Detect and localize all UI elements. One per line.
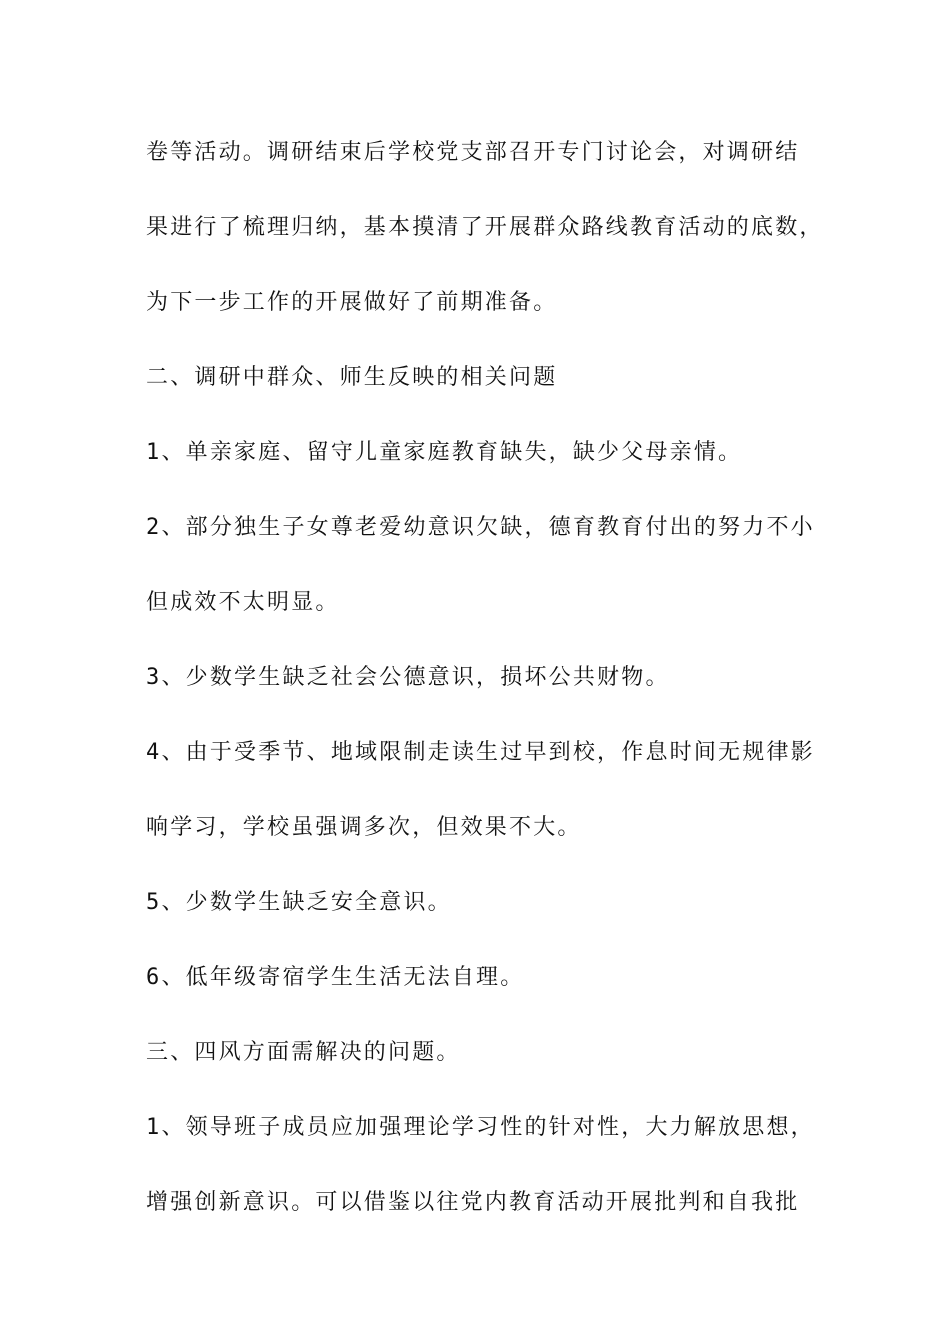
text-line-10: 响学习，学校虽强调多次，但效果不大。 bbox=[146, 815, 582, 840]
text-line-14: 1、领导班子成员应加强理论学习性的针对性，大力解放思想， bbox=[146, 1115, 815, 1140]
text-line-6: 2、部分独生子女尊老爱幼意识欠缺，德育教育付出的努力不小 bbox=[146, 515, 815, 540]
section-heading-2: 二、调研中群众、师生反映的相关问题 bbox=[146, 365, 558, 390]
text-line-7: 但成效不太明显。 bbox=[146, 590, 340, 615]
text-line-9: 4、由于受季节、地域限制走读生过早到校，作息时间无规律影 bbox=[146, 740, 815, 765]
text-line-12: 6、低年级寄宿学生生活无法自理。 bbox=[146, 965, 525, 990]
text-line-15: 增强创新意识。可以借鉴以往党内教育活动开展批判和自我批 bbox=[146, 1190, 800, 1215]
text-line-8: 3、少数学生缺乏社会公德意识，损坏公共财物。 bbox=[146, 665, 670, 690]
section-heading-3: 三、四风方面需解决的问题。 bbox=[146, 1040, 461, 1065]
text-line-5: 1、单亲家庭、留守儿童家庭教育缺失，缺少父母亲情。 bbox=[146, 440, 743, 465]
text-line-2: 果进行了梳理归纳，基本摸清了开展群众路线教育活动的底数， bbox=[146, 215, 824, 240]
text-line-11: 5、少数学生缺乏安全意识。 bbox=[146, 890, 452, 915]
text-line-1: 卷等活动。调研结束后学校党支部召开专门讨论会，对调研结 bbox=[146, 140, 800, 165]
text-line-3: 为下一步工作的开展做好了前期准备。 bbox=[146, 290, 558, 315]
